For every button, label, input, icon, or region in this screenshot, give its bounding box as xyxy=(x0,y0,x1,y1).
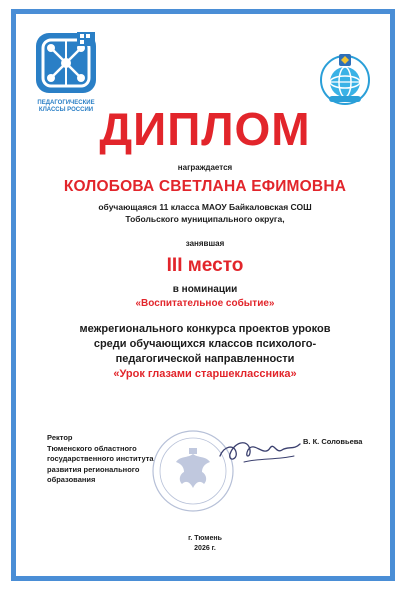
city: г. Тюмень xyxy=(188,535,222,542)
pedagogical-classes-logo xyxy=(28,30,104,114)
institute-emblem xyxy=(317,50,373,111)
recipient-name: КОЛОБОВА СВЕТЛАНА ЕФИМОВНА xyxy=(63,178,347,195)
school-line-2: Тобольского муниципального округа, xyxy=(125,214,285,224)
signer-name: В. К. Соловьева xyxy=(303,437,363,446)
contest-title: «Урок глазами старшеклассника» xyxy=(113,368,297,380)
signature xyxy=(214,428,304,475)
nomination-title: «Воспитательное событие» xyxy=(135,298,275,309)
globe-emblem-icon xyxy=(317,50,373,106)
contest-line-1: межрегионального конкурса проектов уроков xyxy=(79,323,331,335)
place-award: III место xyxy=(166,255,244,276)
school-line-1: обучающаяся 11 класса МАОУ Байкаловская СОШ xyxy=(98,202,312,212)
contest-line-2: среди обучающихся классов психолого- xyxy=(93,338,317,350)
year: 2026 г. xyxy=(194,545,216,552)
network-cube-logo-icon xyxy=(33,30,99,96)
logo-caption: ПЕДАГОГИЧЕСКИЕ КЛАССЫ РОССИИ xyxy=(37,100,95,113)
handwritten-signature-icon xyxy=(214,428,304,470)
awarded-label: награждается xyxy=(177,163,233,172)
signer-position: Ректор Тюменского областного государственного института развития регионального образования xyxy=(47,433,154,484)
diploma-title: ДИПЛОМ xyxy=(99,103,311,155)
nomination-label: в номинации xyxy=(172,284,238,295)
took-label: занявшая xyxy=(185,239,225,248)
contest-line-3: педагогической направленности xyxy=(115,353,295,365)
